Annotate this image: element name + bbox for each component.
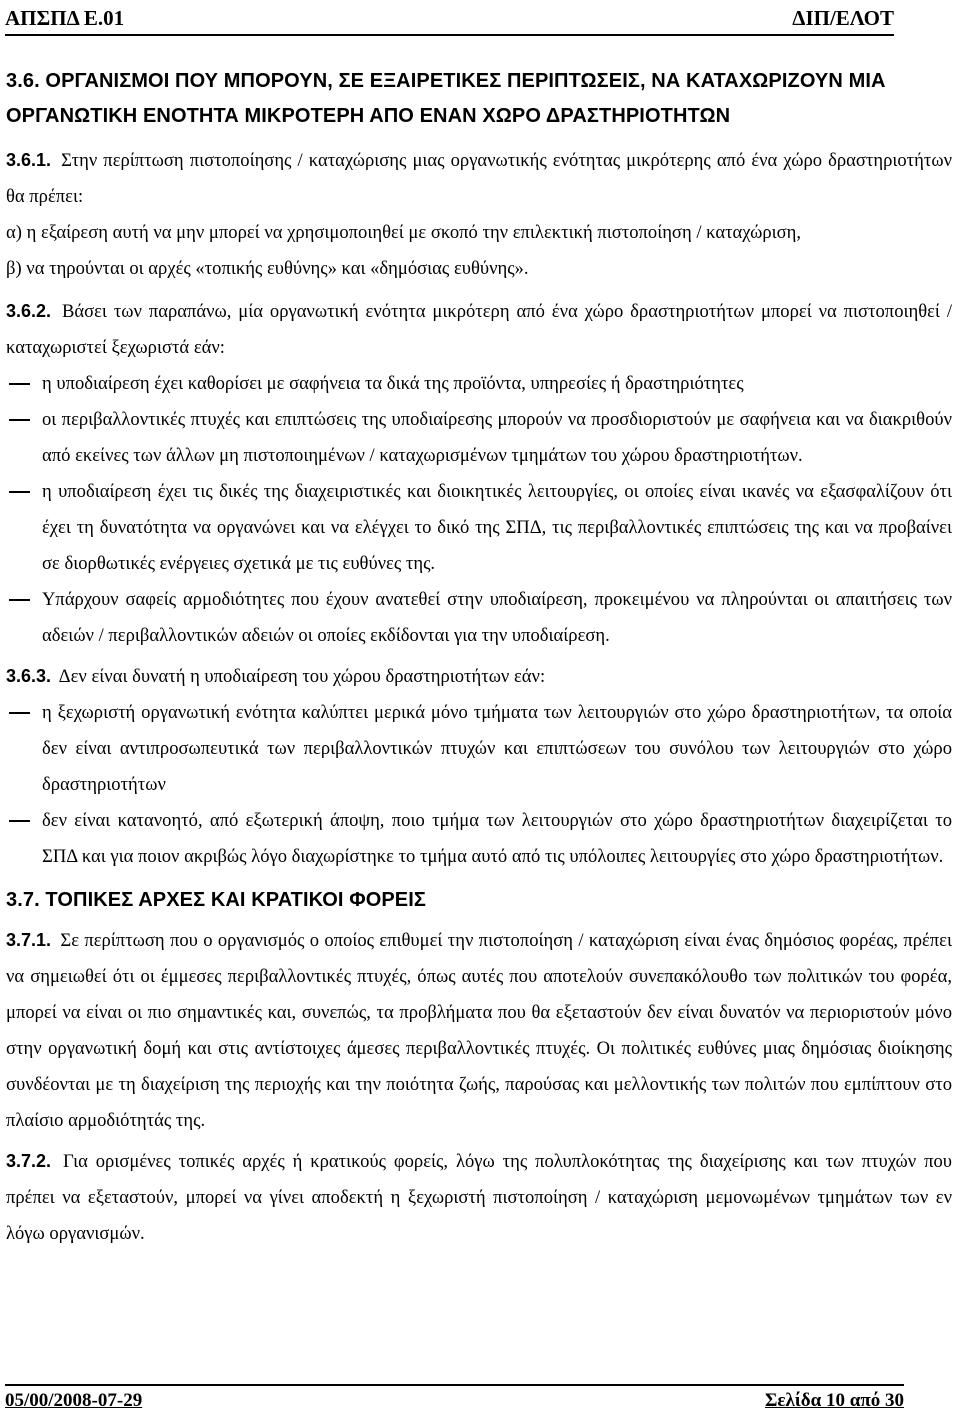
paragraph-3-6-3 (6, 658, 952, 695)
list-item: η ξεχωριστή οργανωτική ενότητα καλύπτει μερικά μόνο τμήματα των λειτουργιών στο χώρο δραστηριοτήτων, τα οποία δεν είναι αντιπροσωπευτικά των περιβαλλοντικών πτυχών και επιπτώσεων του συνόλου των λειτουργιών στο χώρο δραστηριοτήτων (6, 695, 952, 803)
header-doc-code: ΑΠΣΠΔ Ε.01 (5, 6, 125, 30)
footer-page-number: Σελίδα 10 από 30 (765, 1390, 904, 1411)
section-3-7-heading: 3.7. ΤΟΠΙΚΕΣ ΑΡΧΕΣ ΚΑΙ ΚΡΑΤΙΚΟΙ ΦΟΡΕΙΣ (6, 889, 427, 911)
paragraph-number: 3.7.1. (6, 930, 52, 950)
paragraph-text: Για ορισμένες τοπικές αρχές ή κρατικούς φορείς, λόγω της πολυπλοκότητας της διαχείρισης και των πτυχών που πρέπει να εξεταστούν, μπορεί να γίνει αποδεκτή η ξεχωριστή πιστοποίηση / καταχώριση μεμονωμένων τμημάτων των εν λόγω οργανισμών. (6, 1151, 952, 1244)
paragraph-text: Δεν είναι δυνατή η υποδιαίρεση του χώρου δραστηριοτήτων εάν: (58, 666, 546, 687)
paragraph-3-7-1 (6, 922, 952, 1139)
paragraph-3-6-2 (6, 293, 952, 366)
paragraph-text: Βάσει των παραπάνω, μία οργανωτική ενότητα μικρότερη από ένα χώρο δραστηριοτήτων μπορεί να πιστοποιηθεί / καταχωριστεί ξεχωριστά εάν: (6, 301, 952, 358)
condition-b: β) να τηρούνται οι αρχές «τοπικής ευθύνης» και «δημόσιας ευθύνης». (6, 258, 529, 279)
paragraph-text: Σε περίπτωση που ο οργανισμός ο οποίος επιθυμεί την πιστοποίηση / καταχώριση είναι ένας δημόσιος φορέας, πρέπει να σημειωθεί ότι οι έμμεσες περιβαλλοντικές πτυχές, όπως αυτές που αποτελούν συνεπακόλουθο των πολιτικών του φορέα, μπορεί να είναι οι πιο σημαντικές και, συνεπώς, τα προβλήματα που θα εξεταστούν δεν είναι δυνατόν να περιοριστούν μόνο στην οργανωτική δομή και στις αντίστοιχες άμεσες περιβαλλοντικές πτυχές. Οι πολιτικές ευθύνες μιας δημόσιας διοίκησης συνδέονται με τη διαχείριση της περιοχής και την ποιότητα ζωής, παρούσας και μελλοντικής των πολιτών που εμπίπτουν στο πλαίσιο αρμοδιότητάς της. (6, 930, 952, 1131)
paragraph-3-7-2 (6, 1143, 952, 1252)
paragraph-number: 3.6.3. (6, 666, 52, 686)
header-org: ΔΙΠ/ΕΛΟΤ (792, 6, 894, 30)
list-item: Υπάρχουν σαφείς αρμοδιότητες που έχουν ανατεθεί στην υποδιαίρεση, προκειμένου να πληρούνται οι απαιτήσεις των αδειών / περιβαλλοντικών αδειών οι οποίες εκδίδονται για την υποδιαίρεση. (6, 582, 952, 654)
paragraph-number: 3.7.2. (6, 1151, 52, 1171)
page-body (6, 64, 952, 1252)
condition-a: α) η εξαίρεση αυτή να μην μπορεί να χρησιμοποιηθεί με σκοπό την επιλεκτική πιστοποίηση / καταχώριση, (6, 222, 802, 243)
page-footer (5, 1384, 904, 1413)
list-item: η υποδιαίρεση έχει τις δικές της διαχειριστικές και διοικητικές λειτουργίες, οι οποίες είναι ικανές να εξασφαλίζουν ότι έχει τη δυνατότητα να οργανώνει και να ελέγχει το δικό της ΣΠΔ, τις περιβαλλοντικές επιπτώσεις της και να προβαίνει σε διορθωτικές ενέργειες σχετικά με τις ευθύνες της. (6, 474, 952, 582)
section-3-6-heading: 3.6. ΟΡΓΑΝΙΣΜΟΙ ΠΟΥ ΜΠΟΡΟΥΝ, ΣΕ ΕΞΑΙΡΕΤΙΚΕΣ ΠΕΡΙΠΤΩΣΕΙΣ, ΝΑ ΚΑΤΑΧΩΡΙΖΟΥΝ ΜΙΑ ΟΡΓΑΝΩΤΙΚΗ ΕΝΟΤΗΤΑ ΜΙΚΡΟΤΕΡΗ ΑΠΟ ΕΝΑΝ ΧΩΡΟ ΔΡΑΣΤΗΡΙΟΤΗΤΩΝ (6, 70, 886, 127)
list-item: οι περιβαλλοντικές πτυχές και επιπτώσεις της υποδιαίρεσης μπορούν να προσδιοριστούν με σαφήνεια και να διακριθούν από εκείνες των άλλων μη πιστοποιημένων / καταχωρισμένων τμημάτων του χώρου δραστηριοτήτων. (6, 402, 952, 474)
footer-version-date: 05/00/2008-07-29 (5, 1390, 143, 1411)
paragraph-number: 3.6.1. (6, 150, 52, 170)
list-item: δεν είναι κατανοητό, από εξωτερική άποψη, ποιο τμήμα των λειτουργιών στο χώρο δραστηριοτήτων διαχειρίζεται το ΣΠΔ και για ποιον ακριβώς λόγο διαχωρίστηκε το τμήμα αυτό από τις υπόλοιπες λειτουργίες στο χώρο δραστηριοτήτων. (6, 803, 952, 875)
paragraph-3-6-1 (6, 142, 952, 215)
paragraph-text: Στην περίπτωση πιστοποίησης / καταχώρισης μιας οργανωτικής ενότητας μικρότερης από ένα χώρο δραστηριοτήτων θα πρέπει: (6, 150, 952, 207)
paragraph-number: 3.6.2. (6, 301, 52, 321)
page-header (5, 4, 894, 36)
list-item: η υποδιαίρεση έχει καθορίσει με σαφήνεια τα δικά της προϊόντα, υπηρεσίες ή δραστηριότητες (6, 366, 952, 402)
